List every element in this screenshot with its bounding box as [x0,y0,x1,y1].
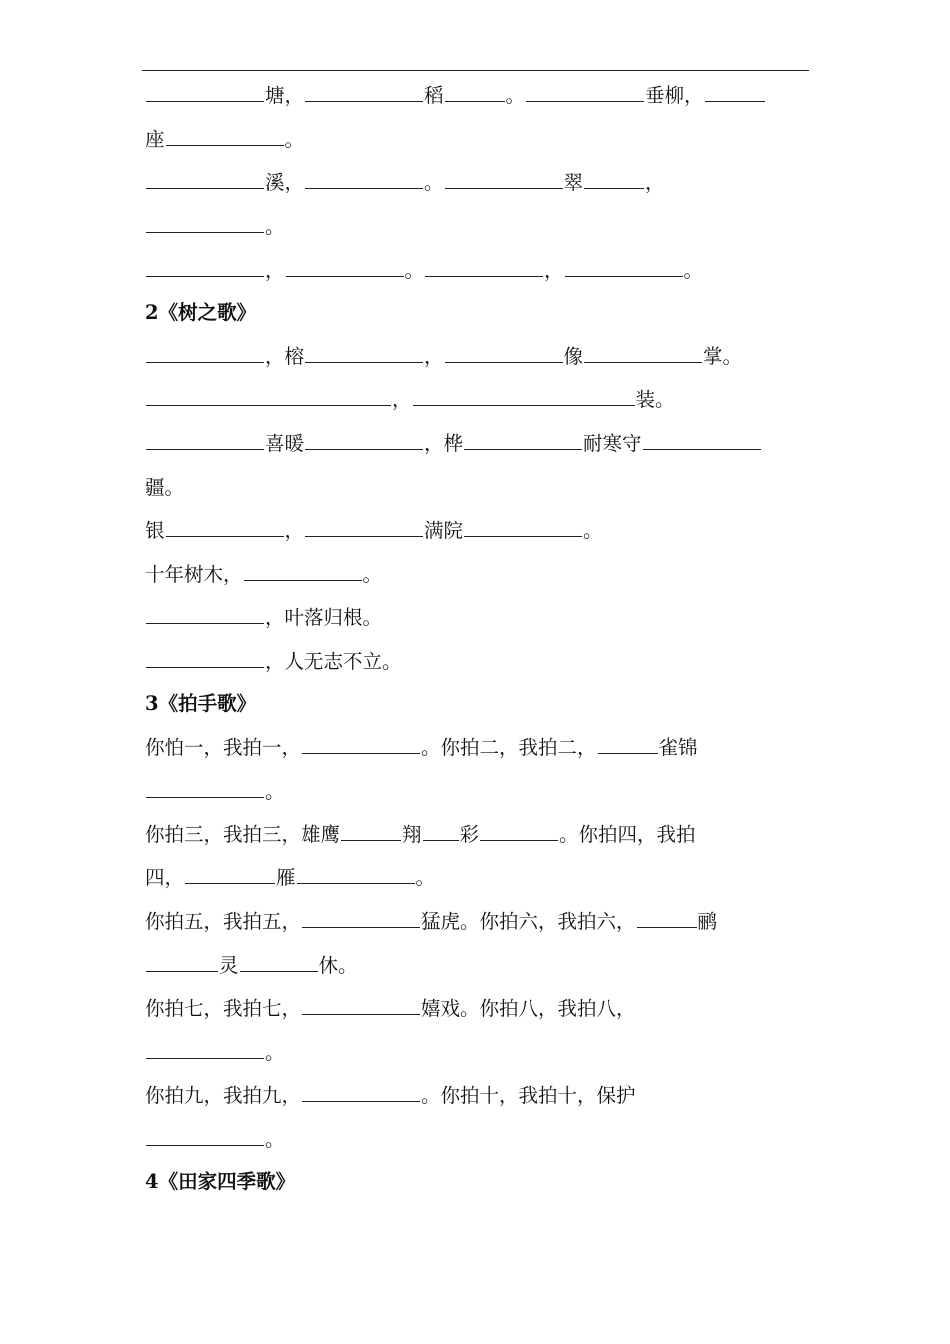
s1-line-5 [145,257,805,285]
text: 。 [583,519,603,542]
blank[interactable] [413,387,635,406]
text: ，榕 [265,345,305,368]
text: 。 [505,84,526,107]
blank[interactable] [146,1040,264,1059]
text: 彩 [459,823,480,846]
blank[interactable] [297,865,415,884]
text: 满院 [424,519,464,542]
blank[interactable] [584,170,644,189]
text: 你拍五，我拍五， [145,910,302,933]
blank[interactable] [146,605,264,624]
text: 。 [265,1128,285,1151]
text: 装。 [635,388,675,411]
text: 像 [563,345,584,368]
text: 。 [404,259,425,282]
text: 。 [415,866,436,889]
blank[interactable] [146,344,264,363]
s2-line-7 [145,604,805,632]
s3-line-5 [145,908,805,936]
header-rule [142,70,809,71]
blank[interactable] [146,953,218,972]
blank[interactable] [166,127,284,146]
text: ， [544,259,564,282]
blank[interactable] [305,83,423,102]
blank[interactable] [146,83,264,102]
s2-line-4: 疆。 [145,476,185,499]
s2-line-6 [145,561,805,589]
text: 银 [145,519,165,542]
text: 翔 [402,823,422,846]
blank[interactable] [286,258,404,277]
blank[interactable] [146,214,264,233]
text: 四， [145,866,185,889]
blank[interactable] [423,822,459,841]
blank[interactable] [302,909,420,928]
blank[interactable] [146,387,391,406]
text: ，叶落归根。 [265,606,383,629]
blank[interactable] [464,518,582,537]
text: 。你拍二，我拍二， [421,736,597,759]
s3-line-7 [145,995,805,1023]
text: 你怕一，我拍一， [145,736,302,759]
blank[interactable] [302,996,420,1015]
s2-line-2 [145,386,805,414]
s1-line-2 [145,126,805,154]
blank[interactable] [445,83,505,102]
s1-line-4 [145,213,805,241]
text: 掌。 [703,345,743,368]
text: 垂柳， [645,84,704,107]
text: 。 [284,128,305,151]
blank[interactable] [341,822,401,841]
s1-line-1 [145,82,805,110]
blank[interactable] [302,1083,420,1102]
s3-line-3 [145,821,805,849]
text: 。 [424,171,444,194]
text: 溪， [265,171,305,194]
text: 。 [265,780,285,803]
text: 十年树木， [145,563,243,586]
s3-line-2 [145,778,805,806]
text: ， [265,259,285,282]
s2-line-8 [145,648,805,676]
blank[interactable] [584,344,702,363]
s3-line-8 [145,1039,805,1067]
blank[interactable] [480,822,558,841]
s3-line-6 [145,952,805,980]
text: ， [392,388,412,411]
blank[interactable] [146,779,264,798]
s2-line-5 [145,517,805,545]
text: 灵 [219,954,239,977]
s3-line-10 [145,1126,805,1154]
blank[interactable] [598,735,658,754]
s3-line-4 [145,864,805,892]
text: 猛虎。你拍六，我拍六， [421,910,636,933]
text: 。 [265,215,285,238]
blank[interactable] [302,735,420,754]
blank[interactable] [565,258,683,277]
blank[interactable] [146,1127,264,1146]
blank[interactable] [146,649,264,668]
text: 雁 [276,866,296,889]
text: 你拍七，我拍七， [145,997,302,1020]
blank[interactable] [305,170,423,189]
text: 。你拍十，我拍十，保护 [421,1084,636,1107]
text: 。 [265,1041,285,1064]
text: 休。 [318,954,358,977]
text: 座 [145,128,165,151]
blank[interactable] [244,562,362,581]
text: ， [284,519,305,542]
text: 。 [683,259,704,282]
s3-line-9 [145,1082,805,1110]
text: 你拍九，我拍九， [145,1084,302,1107]
s3-line-1 [145,734,805,762]
text: 喜暖 [265,432,305,455]
blank[interactable] [643,431,761,450]
text: 雀锦 [658,736,698,759]
text: 。 [362,563,383,586]
blank[interactable] [146,258,264,277]
blank[interactable] [464,431,582,450]
blank[interactable] [425,258,543,277]
section-title-4: 4《田家四季歌》 [145,1170,296,1193]
section-title-2: 2《树之歌》 [145,301,257,324]
blank[interactable] [445,170,563,189]
text: ， [424,345,444,368]
text: ，桦 [424,432,464,455]
text: 你拍三，我拍三，雄鹰 [145,823,341,846]
text: 塘， [265,84,305,107]
blank[interactable] [445,344,563,363]
blank[interactable] [240,953,318,972]
blank[interactable] [637,909,697,928]
blank[interactable] [146,170,264,189]
text: 稻 [424,84,444,107]
text: ， [645,171,665,194]
s1-line-3 [145,169,805,197]
blank[interactable] [305,344,423,363]
blank[interactable] [166,518,284,537]
section-title-3: 3《拍手歌》 [145,692,257,715]
text: ，人无志不立。 [265,650,402,673]
s2-line-1 [145,343,805,371]
blank[interactable] [305,431,423,450]
text: 嬉戏。你拍八，我拍八， [421,997,636,1020]
blank[interactable] [526,83,644,102]
text: 。你拍四，我拍 [559,823,696,846]
text: 耐寒守 [583,432,642,455]
blank[interactable] [185,865,275,884]
blank[interactable] [146,431,264,450]
s2-line-3 [145,430,805,458]
text: 鹂 [697,910,718,933]
text: 翠 [563,171,584,194]
blank[interactable] [305,518,423,537]
blank[interactable] [705,83,765,102]
